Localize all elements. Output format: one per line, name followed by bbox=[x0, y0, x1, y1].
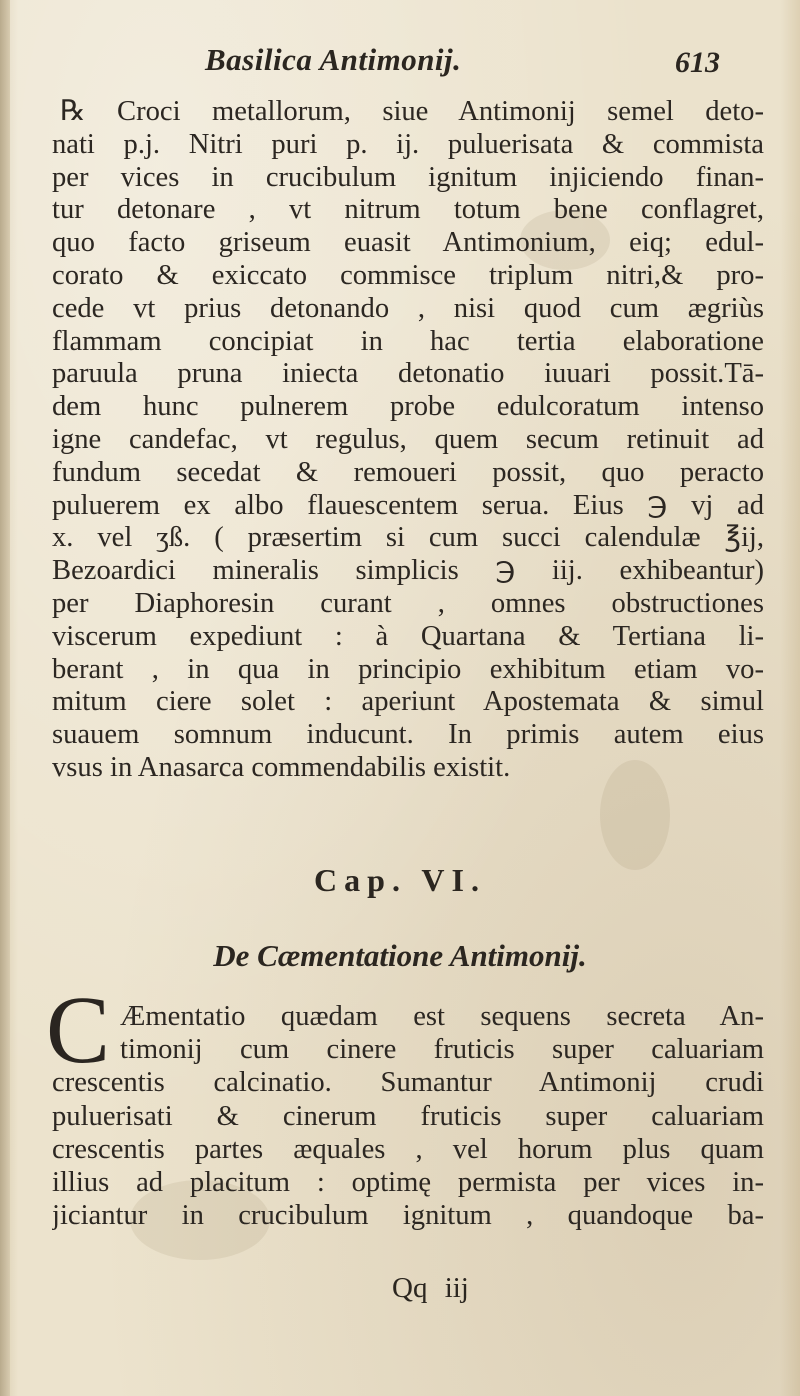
text-line: mitum ciere solet : aperiunt Apostemata & simul bbox=[52, 686, 764, 718]
text-line: corato & exiccato commisce triplum nitri,& pro- bbox=[52, 259, 764, 291]
text-line: fundum secedat & remoueri possit, quo peracto bbox=[52, 456, 764, 488]
text-line: cede vt prius detonando , nisi quod cum ægriùs bbox=[52, 292, 764, 324]
text-line: puluerem ex albo flauescentem serua. Eius ℈ vj ad bbox=[52, 489, 764, 521]
drop-cap: C bbox=[46, 976, 111, 1083]
text-line: jiciantur in crucibulum ignitum , quandoque ba- bbox=[52, 1200, 764, 1232]
text-line: flammam concipiat in hac tertia elaboratione bbox=[52, 325, 764, 357]
page-number: 613 bbox=[675, 46, 720, 79]
text-line: vsus in Anasarca commendabilis existit. bbox=[52, 751, 511, 783]
running-title: Basilica Antimonij. bbox=[205, 42, 462, 77]
text-line: dem hunc pulnerem probe edulcoratum intenso bbox=[52, 391, 764, 423]
text-line: tur detonare , vt nitrum totum bene conflagret, bbox=[52, 194, 764, 226]
text-line: ℞ Croci metallorum, siue Antimonij semel deto- bbox=[60, 96, 764, 127]
text-line: per vices in crucibulum ignitum injiciendo finan- bbox=[52, 161, 764, 193]
text-line: illius ad placitum : optimę permista per vices in- bbox=[52, 1166, 764, 1198]
section-title: De Cæmentatione Antimonij. bbox=[213, 938, 587, 973]
text-line: per Diaphoresin curant , omnes obstructiones bbox=[52, 587, 764, 619]
text-line: Bezoardici mineralis simplicis ℈ iij. exhibeantur) bbox=[52, 555, 764, 587]
page-gutter-shadow bbox=[0, 0, 10, 1396]
signature-mark bbox=[0, 1272, 800, 1312]
page-header bbox=[0, 38, 800, 98]
text-line: igne candefac, vt regulus, quem secum retinuit ad bbox=[52, 423, 764, 455]
text-line: timonij cum cinere fruticis super caluariam bbox=[120, 1034, 764, 1066]
chapter-heading bbox=[0, 862, 800, 899]
text-line: suauem somnum inducunt. In primis autem eius bbox=[52, 719, 764, 751]
text-line: puluerisati & cinerum fruticis super caluariam bbox=[52, 1100, 764, 1132]
chapter-number: VI. bbox=[421, 862, 486, 898]
paragraph-recipe bbox=[52, 96, 764, 785]
text-line: quo facto griseum euasit Antimonium, eiq; edul- bbox=[52, 227, 764, 259]
text-line: berant , in qua in principio exhibitum etiam vo- bbox=[52, 653, 764, 685]
text-line: crescentis calcinatio. Sumantur Antimonij crudi bbox=[52, 1067, 764, 1099]
text-line: nati p.j. Nitri puri p. ij. puluerisata & commista bbox=[52, 128, 764, 160]
chapter-label: Cap. bbox=[314, 862, 407, 898]
text-line: x. vel ʒß. ( præsertim si cum succi calendulæ ℥ij, bbox=[52, 522, 764, 554]
paragraph-cementation bbox=[52, 1000, 764, 1232]
signature-text: Qq iij bbox=[392, 1272, 469, 1304]
text-line: Æmentatio quædam est sequens secreta An- bbox=[120, 1001, 764, 1032]
text-line: crescentis partes æquales , vel horum plus quam bbox=[52, 1133, 764, 1165]
text-line: viscerum expediunt : à Quartana & Tertiana li- bbox=[52, 620, 764, 652]
text-line: paruula pruna iniecta detonatio iuuari possit.Tā- bbox=[52, 358, 764, 390]
